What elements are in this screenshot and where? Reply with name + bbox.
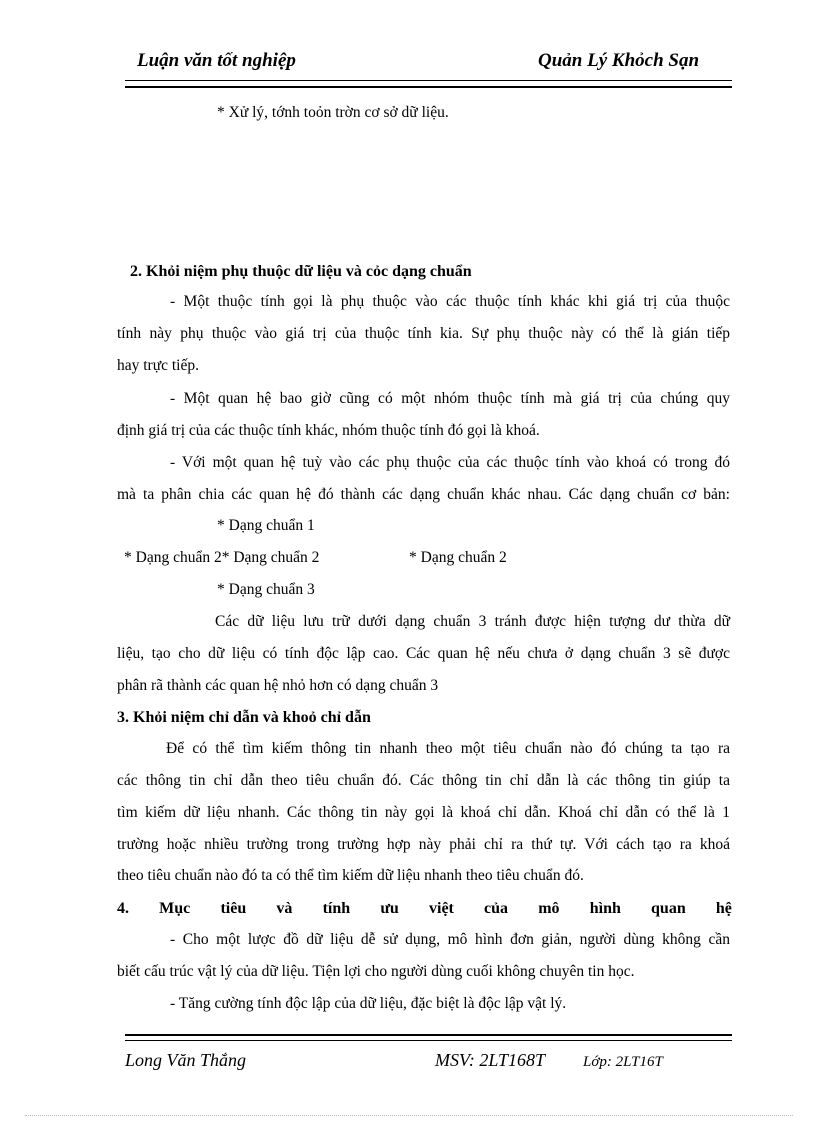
section-4-word: tiêu — [220, 900, 247, 917]
footer-class: Lớp: 2LT16T — [583, 1054, 663, 1070]
section-2-title: 2. Khỏi niệm phụ thuộc dữ liệu và cỏc dạng chuẩn — [130, 263, 472, 280]
section-4-word: của — [484, 900, 509, 917]
text-line: hay trực tiếp. — [117, 357, 199, 374]
header-right-title: Quản Lý Khỏch Sạn — [538, 50, 700, 71]
text-line: - Với một quan hệ tuỳ vào các phụ thuộc của các thuộc tính vào khoá có trong đó — [170, 454, 730, 471]
text-line: định giá trị của các thuộc tính khác, nhóm thuộc tính đó gọi là khoá. — [117, 422, 540, 439]
header-rule-thin — [125, 80, 732, 81]
text-line: các thông tin chỉ dẫn theo tiêu chuẩn đó. Các thông tin chỉ dẫn là các thông tin giúp ta — [117, 772, 730, 789]
normal-form-item: * Dạng chuẩn 3 — [217, 581, 315, 598]
section-4-word: hệ — [715, 900, 732, 917]
text-line: - Tăng cường tính độc lập của dữ liệu, đặc biệt là độc lập vật lý. — [170, 995, 567, 1012]
section-4-word: và — [276, 900, 293, 917]
text-line: * Xử lý, tớnh toỏn trờn cơ sở dữ liệu. — [217, 104, 449, 121]
text-line: tìm kiếm dữ liệu nhanh. Các thông tin này gọi là khoá chỉ dẫn. Khoá chỉ dẫn có thể là 1 — [117, 804, 730, 821]
footer-rule-thin — [125, 1040, 732, 1041]
header-rule-thick — [125, 86, 732, 88]
footer-author: Long Văn Thắng — [125, 1050, 247, 1070]
section-4-word: quan — [651, 900, 686, 917]
section-4-word: mô — [538, 900, 560, 917]
text-line: tính này phụ thuộc vào giá trị của thuộc tính kia. Sự phụ thuộc này có thể là gián tiếp — [117, 325, 730, 342]
normal-form-item: * Dạng chuẩn 2 — [409, 549, 507, 566]
text-line: - Cho một lược đồ dữ liệu dễ sử dụng, mô hình đơn giản, người dùng không cần — [170, 931, 730, 948]
text-line: Các dữ liệu lưu trữ dưới dạng chuẩn 3 tránh được hiện tượng dư thừa dữ — [215, 613, 730, 630]
text-line: biết cấu trúc vật lý của dữ liệu. Tiện lợi cho người dùng cuối không chuyên tin học. — [117, 963, 635, 980]
footer-rule-thick — [125, 1034, 732, 1036]
text-line: theo tiêu chuẩn nào đó ta có thể tìm kiếm dữ liệu nhanh theo tiêu chuẩn đó. — [117, 867, 584, 884]
text-line: - Một quan hệ bao giờ cũng có một nhóm thuộc tính mà giá trị của chúng quy — [170, 390, 730, 407]
normal-form-item: * Dạng chuẩn 1 — [217, 517, 315, 534]
section-4-word: việt — [429, 900, 454, 917]
section-4-word: Mục — [159, 900, 191, 917]
section-4-word: ưu — [380, 900, 399, 917]
header-left-title: Luận văn tốt nghiệp — [137, 50, 296, 71]
section-4-word: 4. — [117, 900, 129, 917]
section-4-word: hình — [589, 900, 621, 917]
page-edge-dotted-line — [25, 1115, 793, 1116]
normal-form-item: * Dạng chuẩn 2* Dạng chuẩn 2 — [124, 549, 320, 566]
text-line: phân rã thành các quan hệ nhỏ hơn có dạng chuẩn 3 — [117, 677, 439, 694]
text-line: - Một thuộc tính gọi là phụ thuộc vào các thuộc tính khác khi giá trị của thuộc — [170, 293, 730, 310]
section-3-title: 3. Khỏi niệm chỉ dẫn và khoỏ chỉ dẫn — [117, 709, 371, 726]
text-line: trường hoặc nhiều trường trong trường hợp này phải chỉ ra thứ tự. Với cách tạo ra khoá — [117, 836, 730, 853]
section-4-word: tính — [322, 900, 351, 917]
text-line: mà ta phân chia các quan hệ đó thành các dạng chuẩn khác nhau. Các dạng chuẩn cơ bản: — [117, 486, 730, 503]
text-line: Để có thể tìm kiếm thông tin nhanh theo một tiêu chuẩn nào đó chúng ta tạo ra — [166, 740, 730, 757]
footer-student-id: MSV: 2LT168T — [435, 1050, 545, 1070]
section-4-title — [117, 899, 732, 919]
text-line: liệu, tạo cho dữ liệu có tính độc lập cao. Các quan hệ nếu chưa ở dạng chuẩn 3 sẽ được — [117, 645, 730, 662]
